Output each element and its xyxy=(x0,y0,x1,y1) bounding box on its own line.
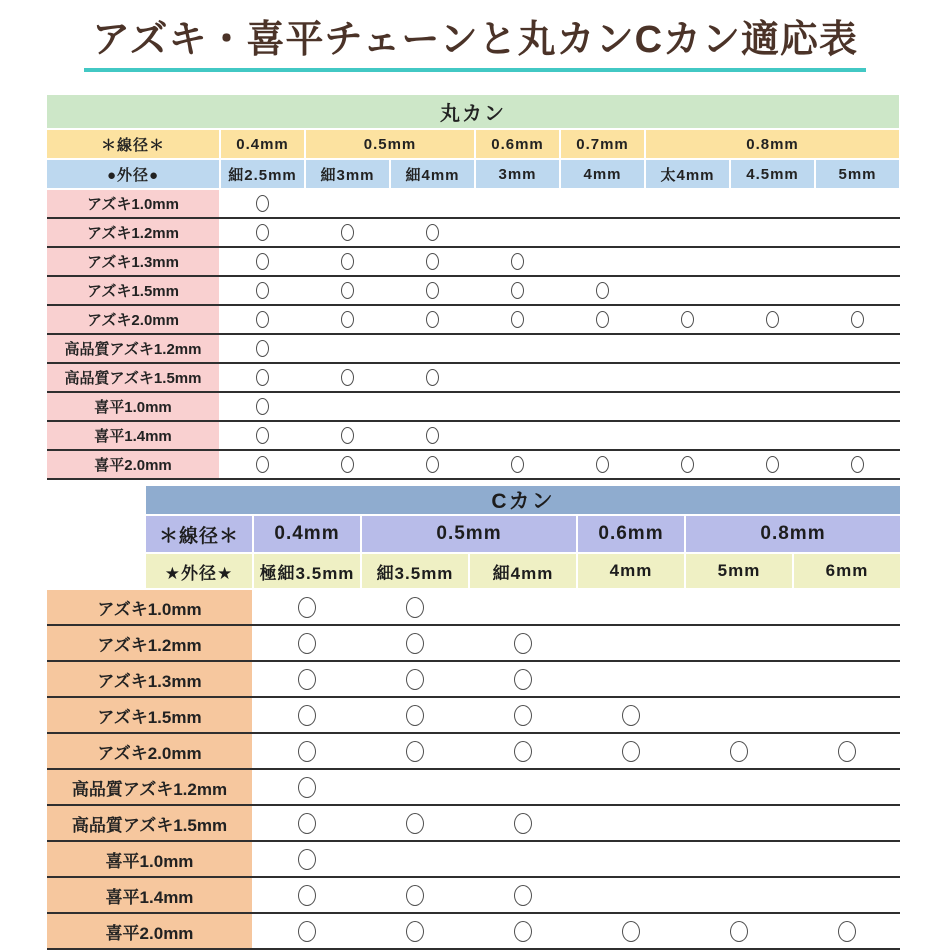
compatibility-cell-marked xyxy=(362,806,468,840)
chain-type-label: 高品質アズキ1.2mm xyxy=(47,335,219,362)
compatibility-cell-empty xyxy=(731,219,814,246)
compatibility-cell-marked xyxy=(816,306,899,333)
c-wire-diameter-row xyxy=(146,516,900,552)
c-kan-table-body xyxy=(47,590,900,950)
chain-type-label: アズキ2.0mm xyxy=(47,734,252,768)
compatibility-cell-empty xyxy=(561,248,644,275)
compatibility-cell-empty xyxy=(794,878,900,912)
compatibility-cell-marked xyxy=(578,914,684,948)
compatibility-cell-marked xyxy=(254,662,360,696)
compatibility-cell-empty xyxy=(561,219,644,246)
compatibility-circle-mark xyxy=(514,813,532,834)
compatibility-cell-empty xyxy=(578,626,684,660)
c-wire-col-1: 0.5mm xyxy=(362,516,576,552)
compatibility-circle-mark xyxy=(622,921,640,942)
compatibility-circle-mark xyxy=(341,224,354,241)
compatibility-cell-marked xyxy=(362,734,468,768)
compatibility-cell-marked xyxy=(221,277,304,304)
compatibility-cell-empty xyxy=(686,842,792,876)
compatibility-cell-marked xyxy=(476,277,559,304)
compatibility-circle-mark xyxy=(298,705,316,726)
compatibility-circle-mark xyxy=(766,311,779,328)
compatibility-circle-mark xyxy=(256,340,269,357)
compatibility-cell-empty xyxy=(686,590,792,624)
outer-diameter-label: ★外径★ xyxy=(146,554,252,588)
compatibility-cell-marked xyxy=(561,451,644,478)
compatibility-cell-marked xyxy=(254,590,360,624)
table-row xyxy=(47,277,900,306)
table-row xyxy=(47,335,900,364)
maru-outer-col-1: 細3mm xyxy=(306,160,389,188)
compatibility-circle-mark xyxy=(514,705,532,726)
compatibility-cell-empty xyxy=(646,190,729,217)
compatibility-cell-marked xyxy=(794,914,900,948)
compatibility-circle-mark xyxy=(256,224,269,241)
compatibility-cell-empty xyxy=(816,335,899,362)
compatibility-cell-empty xyxy=(561,422,644,449)
maru-kan-table-title: 丸カン xyxy=(47,95,899,128)
compatibility-circle-mark xyxy=(838,741,856,762)
table-row xyxy=(47,698,900,734)
table-row xyxy=(47,306,900,335)
compatibility-cell-empty xyxy=(646,335,729,362)
compatibility-cell-marked xyxy=(362,662,468,696)
compatibility-cell-marked xyxy=(476,306,559,333)
compatibility-cell-marked xyxy=(362,626,468,660)
compatibility-cell-marked xyxy=(221,335,304,362)
compatibility-circle-mark xyxy=(341,282,354,299)
chain-type-label: アズキ2.0mm xyxy=(47,306,219,333)
chain-type-label: アズキ1.2mm xyxy=(47,626,252,660)
compatibility-cell-marked xyxy=(470,698,576,732)
compatibility-cell-empty xyxy=(731,422,814,449)
compatibility-cell-marked xyxy=(221,219,304,246)
compatibility-cell-marked xyxy=(391,219,474,246)
compatibility-circle-mark xyxy=(851,311,864,328)
compatibility-cell-empty xyxy=(646,393,729,420)
compatibility-cell-marked xyxy=(646,451,729,478)
chain-type-label: 喜平2.0mm xyxy=(47,914,252,948)
compatibility-cell-marked xyxy=(306,277,389,304)
compatibility-cell-marked xyxy=(731,451,814,478)
compatibility-cell-empty xyxy=(646,219,729,246)
compatibility-circle-mark xyxy=(298,885,316,906)
table-row xyxy=(47,914,900,950)
table-row xyxy=(47,248,900,277)
chain-type-label: アズキ1.3mm xyxy=(47,248,219,275)
compatibility-cell-empty xyxy=(578,842,684,876)
maru-outer-col-0: 細2.5mm xyxy=(221,160,304,188)
chain-type-label: 喜平1.0mm xyxy=(47,393,219,420)
chain-type-label: 喜平2.0mm xyxy=(47,451,219,478)
c-outer-col-4: 5mm xyxy=(686,554,792,588)
maru-wire-col-3: 0.7mm xyxy=(561,130,644,158)
compatibility-cell-marked xyxy=(391,422,474,449)
compatibility-cell-marked xyxy=(306,364,389,391)
compatibility-cell-empty xyxy=(686,698,792,732)
compatibility-circle-mark xyxy=(406,669,424,690)
chain-type-label: 喜平1.4mm xyxy=(47,422,219,449)
maru-outer-col-2: 細4mm xyxy=(391,160,474,188)
c-outer-diameter-row xyxy=(146,554,900,588)
compatibility-circle-mark xyxy=(341,456,354,473)
compatibility-cell-empty xyxy=(816,277,899,304)
compatibility-cell-marked xyxy=(306,451,389,478)
compatibility-cell-empty xyxy=(794,698,900,732)
compatibility-cell-empty xyxy=(731,364,814,391)
compatibility-cell-marked xyxy=(221,393,304,420)
table-row xyxy=(47,806,900,842)
chain-type-label: 高品質アズキ1.2mm xyxy=(47,770,252,804)
compatibility-circle-mark xyxy=(426,369,439,386)
table-row xyxy=(47,590,900,626)
table-row xyxy=(47,662,900,698)
compatibility-circle-mark xyxy=(426,282,439,299)
wire-diameter-label: ＊線径＊ xyxy=(47,130,219,158)
compatibility-cell-empty xyxy=(578,770,684,804)
compatibility-cell-empty xyxy=(391,335,474,362)
table-row xyxy=(47,770,900,806)
compatibility-cell-empty xyxy=(561,393,644,420)
compatibility-cell-empty xyxy=(816,393,899,420)
table-row xyxy=(47,734,900,770)
compatibility-cell-empty xyxy=(816,190,899,217)
compatibility-circle-mark xyxy=(406,813,424,834)
outer-diameter-label: ●外径● xyxy=(47,160,219,188)
compatibility-circle-mark xyxy=(681,311,694,328)
compatibility-circle-mark xyxy=(426,427,439,444)
compatibility-cell-marked xyxy=(254,878,360,912)
compatibility-circle-mark xyxy=(681,456,694,473)
compatibility-cell-empty xyxy=(391,393,474,420)
compatibility-circle-mark xyxy=(341,369,354,386)
table-row xyxy=(47,878,900,914)
wire-diameter-label: ＊線径＊ xyxy=(146,516,252,552)
compatibility-cell-marked xyxy=(306,248,389,275)
compatibility-cell-empty xyxy=(794,842,900,876)
compatibility-circle-mark xyxy=(341,253,354,270)
compatibility-circle-mark xyxy=(511,456,524,473)
compatibility-cell-marked xyxy=(254,626,360,660)
compatibility-cell-empty xyxy=(470,770,576,804)
compatibility-circle-mark xyxy=(298,597,316,618)
chain-type-label: アズキ1.3mm xyxy=(47,662,252,696)
compatibility-cell-empty xyxy=(561,335,644,362)
compatibility-cell-marked xyxy=(646,306,729,333)
compatibility-cell-empty xyxy=(578,662,684,696)
c-wire-col-0: 0.4mm xyxy=(254,516,360,552)
maru-outer-col-6: 4.5mm xyxy=(731,160,814,188)
chain-type-label: アズキ1.0mm xyxy=(47,590,252,624)
compatibility-cell-empty xyxy=(578,806,684,840)
compatibility-circle-mark xyxy=(256,456,269,473)
compatibility-cell-empty xyxy=(794,770,900,804)
compatibility-cell-marked xyxy=(254,770,360,804)
compatibility-circle-mark xyxy=(622,741,640,762)
compatibility-circle-mark xyxy=(406,885,424,906)
compatibility-cell-empty xyxy=(391,190,474,217)
compatibility-circle-mark xyxy=(256,253,269,270)
compatibility-circle-mark xyxy=(406,597,424,618)
compatibility-circle-mark xyxy=(426,224,439,241)
compatibility-circle-mark xyxy=(514,885,532,906)
compatibility-cell-marked xyxy=(816,451,899,478)
compatibility-circle-mark xyxy=(298,921,316,942)
compatibility-cell-empty xyxy=(476,393,559,420)
compatibility-cell-empty xyxy=(578,878,684,912)
compatibility-circle-mark xyxy=(256,369,269,386)
compatibility-circle-mark xyxy=(596,311,609,328)
compatibility-cell-marked xyxy=(254,842,360,876)
compatibility-cell-marked xyxy=(391,277,474,304)
compatibility-cell-marked xyxy=(254,914,360,948)
compatibility-circle-mark xyxy=(514,633,532,654)
compatibility-cell-marked xyxy=(470,626,576,660)
compatibility-cell-empty xyxy=(731,393,814,420)
compatibility-cell-marked xyxy=(470,806,576,840)
compatibility-circle-mark xyxy=(298,669,316,690)
compatibility-cell-marked xyxy=(221,364,304,391)
table-row xyxy=(47,842,900,878)
compatibility-circle-mark xyxy=(426,253,439,270)
compatibility-cell-marked xyxy=(391,248,474,275)
compatibility-cell-marked xyxy=(254,806,360,840)
compatibility-cell-empty xyxy=(476,335,559,362)
chain-type-label: アズキ1.5mm xyxy=(47,698,252,732)
compatibility-cell-marked xyxy=(476,248,559,275)
maru-wire-col-0: 0.4mm xyxy=(221,130,304,158)
maru-outer-col-3: 3mm xyxy=(476,160,559,188)
compatibility-cell-empty xyxy=(476,219,559,246)
compatibility-circle-mark xyxy=(511,311,524,328)
compatibility-cell-empty xyxy=(646,364,729,391)
table-row xyxy=(47,219,900,248)
compatibility-cell-empty xyxy=(561,190,644,217)
c-kan-table xyxy=(47,486,900,950)
compatibility-cell-marked xyxy=(221,451,304,478)
compatibility-cell-empty xyxy=(686,878,792,912)
compatibility-circle-mark xyxy=(426,456,439,473)
compatibility-circle-mark xyxy=(766,456,779,473)
c-outer-col-3: 4mm xyxy=(578,554,684,588)
compatibility-cell-empty xyxy=(476,422,559,449)
compatibility-cell-empty xyxy=(470,842,576,876)
maru-wire-col-1: 0.5mm xyxy=(306,130,474,158)
compatibility-circle-mark xyxy=(511,253,524,270)
compatibility-circle-mark xyxy=(514,921,532,942)
compatibility-cell-empty xyxy=(686,662,792,696)
compatibility-cell-marked xyxy=(470,914,576,948)
compatibility-cell-marked xyxy=(221,306,304,333)
compatibility-circle-mark xyxy=(256,398,269,415)
compatibility-cell-empty xyxy=(646,248,729,275)
compatibility-circle-mark xyxy=(514,669,532,690)
table-row xyxy=(47,393,900,422)
compatibility-cell-empty xyxy=(578,590,684,624)
compatibility-cell-empty xyxy=(561,364,644,391)
compatibility-cell-marked xyxy=(221,422,304,449)
compatibility-circle-mark xyxy=(406,921,424,942)
compatibility-cell-empty xyxy=(686,806,792,840)
compatibility-cell-empty xyxy=(816,422,899,449)
compatibility-cell-marked xyxy=(686,734,792,768)
c-wire-col-2: 0.6mm xyxy=(578,516,684,552)
chain-type-label: アズキ1.2mm xyxy=(47,219,219,246)
compatibility-circle-mark xyxy=(514,741,532,762)
compatibility-cell-empty xyxy=(646,277,729,304)
compatibility-cell-marked xyxy=(794,734,900,768)
compatibility-circle-mark xyxy=(406,705,424,726)
compatibility-cell-empty xyxy=(306,393,389,420)
maru-kan-table-body xyxy=(47,190,900,480)
compatibility-circle-mark xyxy=(596,282,609,299)
compatibility-cell-empty xyxy=(731,335,814,362)
compatibility-cell-marked xyxy=(561,277,644,304)
table-row xyxy=(47,626,900,662)
table-row xyxy=(47,422,900,451)
c-wire-col-3: 0.8mm xyxy=(686,516,900,552)
compatibility-cell-empty xyxy=(476,364,559,391)
compatibility-circle-mark xyxy=(838,921,856,942)
compatibility-cell-empty xyxy=(686,626,792,660)
maru-wire-col-2: 0.6mm xyxy=(476,130,559,158)
compatibility-cell-empty xyxy=(470,590,576,624)
compatibility-cell-empty xyxy=(362,770,468,804)
compatibility-circle-mark xyxy=(256,195,269,212)
compatibility-cell-marked xyxy=(254,734,360,768)
compatibility-cell-marked xyxy=(391,451,474,478)
compatibility-circle-mark xyxy=(298,777,316,798)
compatibility-cell-empty xyxy=(794,662,900,696)
compatibility-cell-marked xyxy=(578,698,684,732)
compatibility-cell-empty xyxy=(794,590,900,624)
chain-type-label: アズキ1.0mm xyxy=(47,190,219,217)
compatibility-cell-empty xyxy=(816,219,899,246)
compatibility-circle-mark xyxy=(851,456,864,473)
compatibility-cell-marked xyxy=(731,306,814,333)
chain-type-label: 喜平1.4mm xyxy=(47,878,252,912)
compatibility-cell-empty xyxy=(816,248,899,275)
compatibility-cell-marked xyxy=(391,306,474,333)
compatibility-cell-empty xyxy=(362,842,468,876)
compatibility-circle-mark xyxy=(406,741,424,762)
c-outer-col-1: 細3.5mm xyxy=(362,554,468,588)
compatibility-circle-mark xyxy=(298,813,316,834)
compatibility-cell-marked xyxy=(306,219,389,246)
maru-outer-col-5: 太4mm xyxy=(646,160,729,188)
compatibility-cell-empty xyxy=(306,335,389,362)
compatibility-circle-mark xyxy=(730,741,748,762)
compatibility-circle-mark xyxy=(511,282,524,299)
chain-type-label: 高品質アズキ1.5mm xyxy=(47,806,252,840)
compatibility-cell-empty xyxy=(686,770,792,804)
compatibility-cell-marked xyxy=(221,248,304,275)
compatibility-cell-marked xyxy=(561,306,644,333)
compatibility-cell-marked xyxy=(362,590,468,624)
compatibility-cell-marked xyxy=(221,190,304,217)
compatibility-cell-marked xyxy=(306,306,389,333)
compatibility-cell-marked xyxy=(306,422,389,449)
compatibility-circle-mark xyxy=(298,633,316,654)
compatibility-cell-marked xyxy=(362,914,468,948)
chain-type-label: 高品質アズキ1.5mm xyxy=(47,364,219,391)
compatibility-circle-mark xyxy=(341,311,354,328)
maru-outer-col-7: 5mm xyxy=(816,160,899,188)
c-outer-col-0: 極細3.5mm xyxy=(254,554,360,588)
compatibility-circle-mark xyxy=(256,311,269,328)
compatibility-cell-marked xyxy=(254,698,360,732)
compatibility-circle-mark xyxy=(298,741,316,762)
compatibility-circle-mark xyxy=(406,633,424,654)
compatibility-cell-empty xyxy=(794,626,900,660)
compatibility-cell-marked xyxy=(470,878,576,912)
compatibility-cell-marked xyxy=(391,364,474,391)
maru-kan-table xyxy=(47,95,900,480)
compatibility-cell-empty xyxy=(731,277,814,304)
compatibility-cell-empty xyxy=(731,190,814,217)
compatibility-circle-mark xyxy=(341,427,354,444)
maru-wire-col-4: 0.8mm xyxy=(646,130,899,158)
table-row xyxy=(47,190,900,219)
compatibility-cell-marked xyxy=(578,734,684,768)
compatibility-circle-mark xyxy=(426,311,439,328)
c-outer-col-2: 細4mm xyxy=(470,554,576,588)
compatibility-circle-mark xyxy=(622,705,640,726)
compatibility-cell-marked xyxy=(470,734,576,768)
compatibility-cell-empty xyxy=(731,248,814,275)
compatibility-cell-empty xyxy=(816,364,899,391)
compatibility-cell-marked xyxy=(686,914,792,948)
compatibility-cell-empty xyxy=(476,190,559,217)
compatibility-cell-marked xyxy=(476,451,559,478)
chain-type-label: 喜平1.0mm xyxy=(47,842,252,876)
compatibility-circle-mark xyxy=(596,456,609,473)
compatibility-cell-marked xyxy=(362,878,468,912)
maru-outer-diameter-row xyxy=(47,160,900,188)
compatibility-circle-mark xyxy=(730,921,748,942)
compatibility-circle-mark xyxy=(298,849,316,870)
compatibility-cell-marked xyxy=(362,698,468,732)
c-kan-table-title: Cカン xyxy=(146,486,900,514)
compatibility-circle-mark xyxy=(256,282,269,299)
compatibility-circle-mark xyxy=(256,427,269,444)
compatibility-cell-empty xyxy=(794,806,900,840)
maru-outer-col-4: 4mm xyxy=(561,160,644,188)
chain-type-label: アズキ1.5mm xyxy=(47,277,219,304)
title-bar xyxy=(0,18,950,72)
table-row xyxy=(47,364,900,393)
c-outer-col-5: 6mm xyxy=(794,554,900,588)
page-title: アズキ・喜平チェーンと丸カンCカン適応表 xyxy=(84,18,866,72)
compatibility-cell-empty xyxy=(306,190,389,217)
compatibility-cell-empty xyxy=(646,422,729,449)
maru-wire-diameter-row xyxy=(47,130,900,158)
table-row xyxy=(47,451,900,480)
compatibility-cell-marked xyxy=(470,662,576,696)
